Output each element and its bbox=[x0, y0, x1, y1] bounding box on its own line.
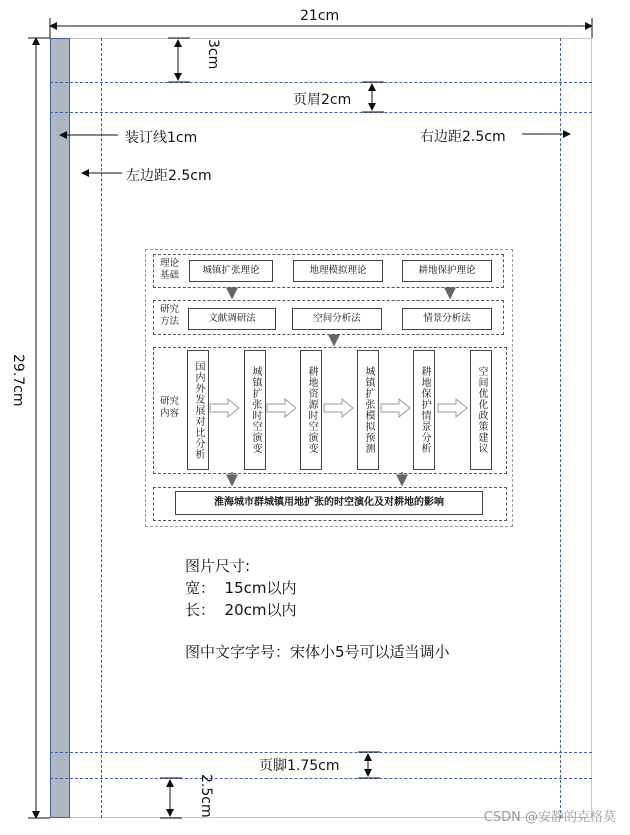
left-margin-label: 左边距2.5cm bbox=[126, 168, 212, 184]
method-box-3: 情景分析法 bbox=[402, 308, 492, 330]
footer-label: 页脚1.75cm bbox=[259, 758, 340, 774]
watermark: CSDN @安静的克格莫 bbox=[483, 810, 616, 825]
bottom-margin-label: 2.5cm bbox=[198, 774, 214, 818]
method-box-1: 文献调研法 bbox=[188, 308, 276, 330]
notes-height: 长： 20cm以内 bbox=[185, 601, 297, 619]
header-label: 页眉2cm bbox=[293, 92, 352, 108]
content-box-3: 耕地资源时空演变 bbox=[300, 350, 322, 470]
result-box: 淮海城市群城镇用地扩张的时空演化及对耕地的影响 bbox=[175, 491, 483, 515]
width-label: 21cm bbox=[300, 8, 340, 24]
theory-box-2: 地理模拟理论 bbox=[293, 260, 383, 282]
content-box-6: 空间优化政策建议 bbox=[470, 350, 492, 470]
notes-width: 宽： 15cm以内 bbox=[185, 579, 297, 597]
theory-box-3: 耕地保护理论 bbox=[402, 260, 492, 282]
right-margin-label: 右边距2.5cm bbox=[420, 129, 506, 145]
height-label: 29.7cm bbox=[10, 354, 26, 407]
binding-label: 装订线1cm bbox=[125, 130, 198, 146]
row-content-label: 研究 内容 bbox=[160, 396, 180, 419]
row-theory-label: 理论 基础 bbox=[160, 258, 180, 281]
top-margin-label: 3cm bbox=[205, 39, 221, 70]
theory-box-1: 城镇扩张理论 bbox=[189, 260, 273, 282]
row-method-label: 研究 方法 bbox=[160, 304, 180, 327]
content-box-4: 城镇扩张模拟预测 bbox=[357, 350, 379, 470]
content-box-1: 国内外发展对比分析 bbox=[187, 350, 209, 470]
content-box-5: 耕地保护情景分析 bbox=[413, 350, 435, 470]
notes-title: 图片尺寸: bbox=[185, 557, 251, 575]
notes-font-size: 图中文字字号：宋体小5号可以适当调小 bbox=[185, 643, 450, 661]
content-box-2: 城镇扩张时空演变 bbox=[244, 350, 266, 470]
method-box-2: 空间分析法 bbox=[292, 308, 382, 330]
